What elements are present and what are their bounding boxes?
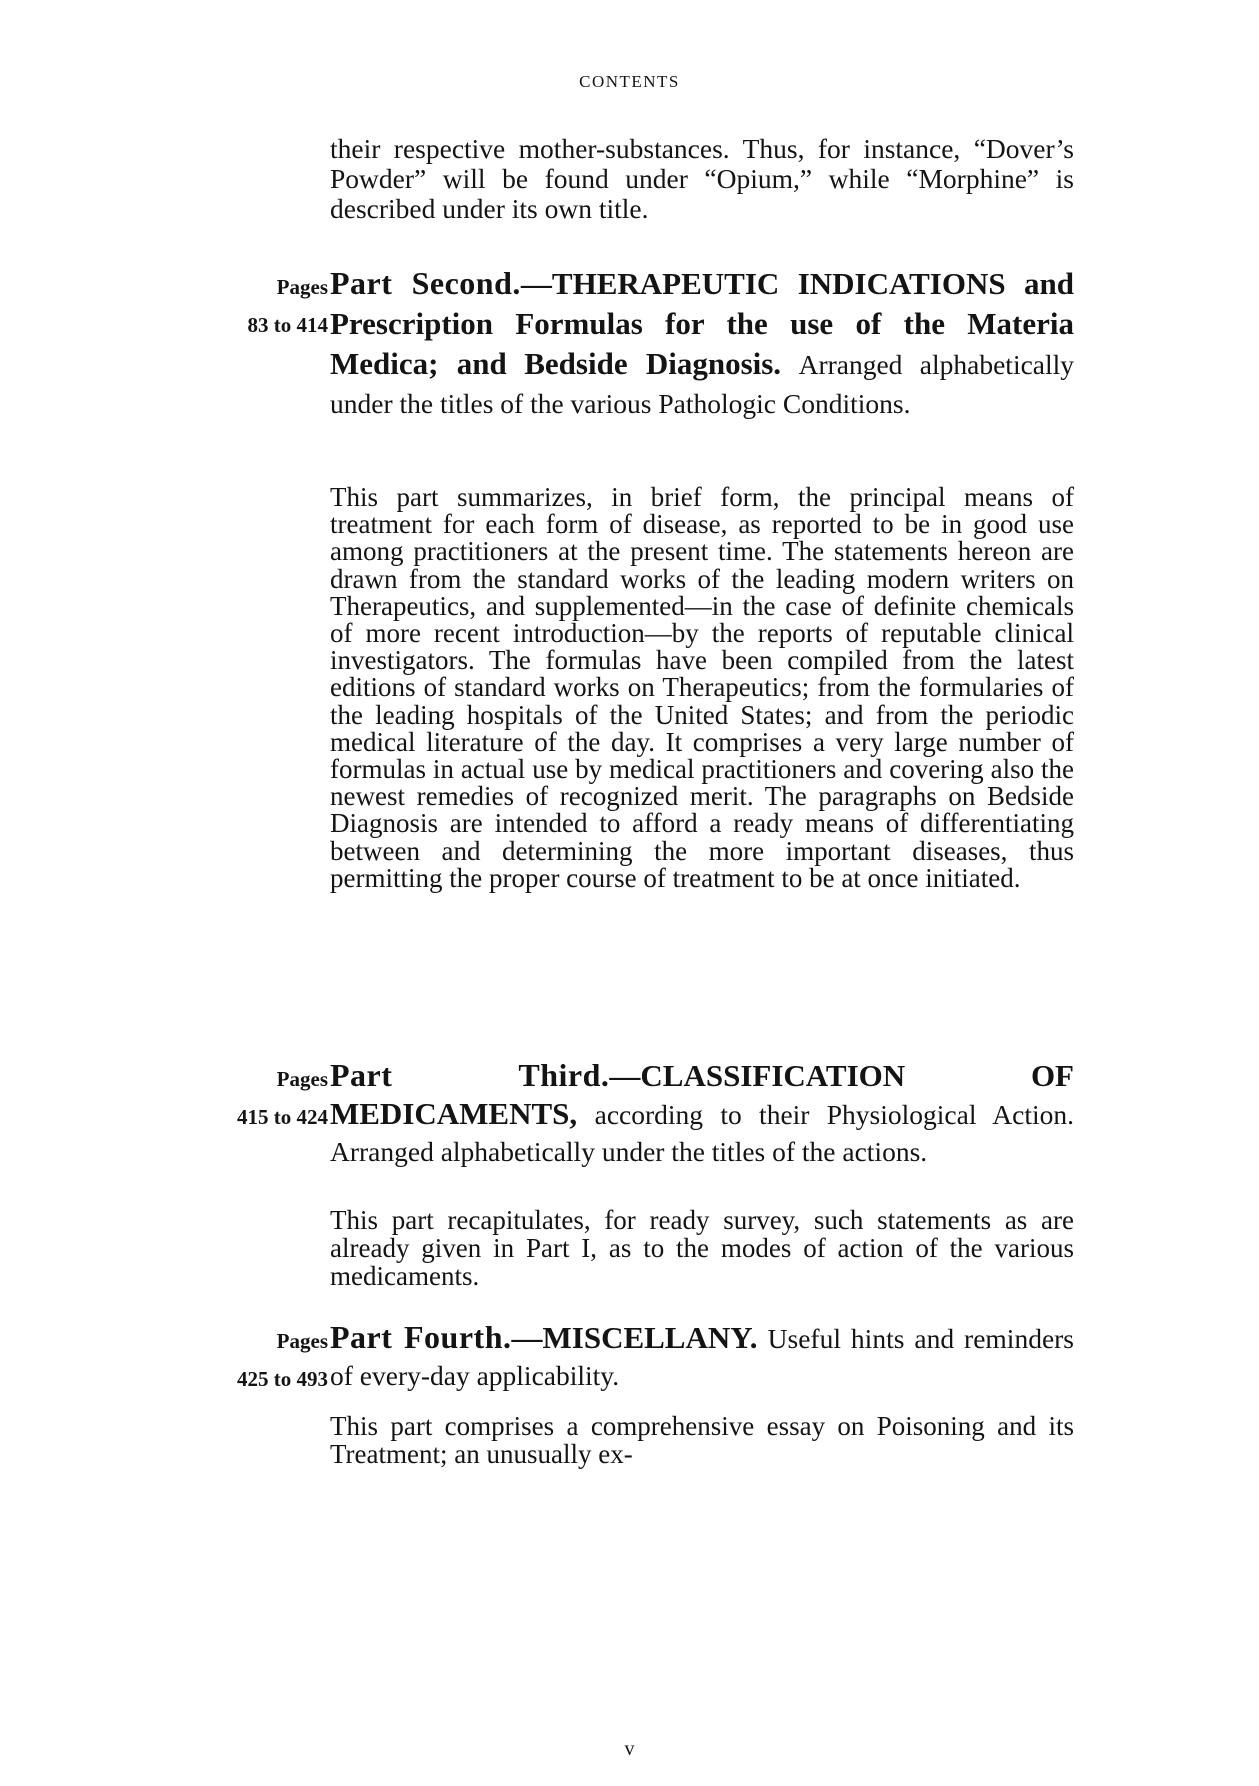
part-heading: —THERAPEUTIC INDICATIONS and Prescription Formulas for the use of the Materia Medica; and	[330, 266, 1074, 381]
pages-range: 425 to 493	[237, 1367, 328, 1391]
part-title-rest: Arranged alphabetically under the titles of the various Pathologic Conditions.	[330, 349, 1075, 419]
pages-label-part-third	[170, 1060, 328, 1136]
part-heading: —CLASSIFICATION OF MEDICAMENTS,	[330, 1058, 1074, 1131]
bedside-diagnosis: Bedside Diagnosis.	[524, 346, 782, 381]
part-second-title	[330, 264, 1074, 424]
pages-range: 83 to 414	[247, 313, 328, 337]
part-name: Part Second.	[330, 265, 521, 301]
part-second-description: This part summarizes, in brief form, the principal means of treatment for each form of disease, as reported to be in good use among practitioners at the present time. The statements hereon are drawn from the standard works of the leading modern writers on Therapeutics, and supplemented—in the case of definite chemicals of more recent introduction—by the reports of reputable clinical investigators. The formulas have been compiled from the latest editions of standard works on Therapeutics; from the formularies of the leading hospitals of the United States; and from the periodic medical literature of the day. It comprises a very large number of formulas in actual use by medical practitioners and covering also the newest remedies of recognized merit. The paragraphs on Bedside Diagnosis are intended to afford a ready means of differentiating between and determining the more important diseases, thus permitting the proper course of treatment to be at once initiated.	[330, 482, 1074, 893]
part-third-description: This part recapitulates, for ready survey, such statements as are already given in Part I, as to the modes of action of the various medicaments.	[330, 1205, 1074, 1291]
pages-word: Pages	[276, 1067, 328, 1091]
pages-word: Pages	[276, 275, 328, 299]
part-title-rest: according to their Physiological Action. Arranged alphabetically under the titles of the actions.	[330, 1099, 1075, 1167]
pages-range: 415 to 424	[237, 1105, 328, 1129]
intro-paragraph: their respective mother-substances. Thus, for instance, “Dover’s Powder” will be found under “Opium,” while “Morphine” is described under its own title.	[330, 133, 1074, 224]
pages-label-part-second	[170, 268, 328, 344]
part-third-title	[330, 1057, 1074, 1171]
running-head: CONTENTS	[579, 72, 680, 91]
part-fourth-description: This part comprises a comprehensive essay on Poisoning and its Treatment; an unusually ex-	[330, 1411, 1074, 1469]
part-title-rest: Useful hints and reminders of every-day applicability.	[330, 1323, 1075, 1391]
pages-label-part-fourth	[170, 1322, 328, 1398]
pages-word: Pages	[276, 1329, 328, 1353]
part-heading: —MISCELLANY.	[511, 1320, 758, 1355]
part-name: Part Fourth.	[330, 1319, 512, 1355]
page-number: v	[624, 1738, 635, 1760]
part-name: Part Third.	[330, 1057, 610, 1093]
part-fourth-title	[330, 1319, 1074, 1395]
